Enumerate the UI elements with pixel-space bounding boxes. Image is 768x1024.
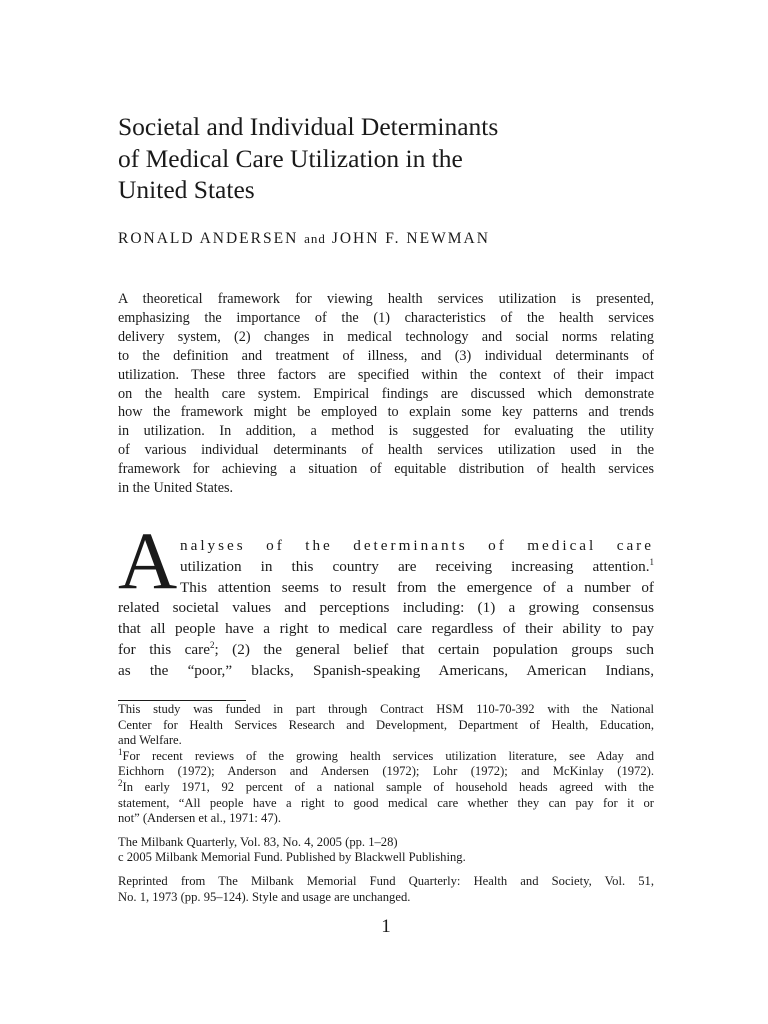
abstract-line: to the definition and treatment of illness, and (3) individual determinants of	[118, 347, 654, 364]
abstract-line: framework for achieving a situation of equitable distribution of health services	[118, 461, 654, 478]
title-line: Societal and Individual Determinants	[118, 112, 499, 141]
body-line: utilization in this country are receiving increasing attention.$^1$	[180, 556, 654, 575]
funding-note: This study was funded in part through Contract HSM 110-70-392 with the National Center for Health Services Research and Development, Department of Health, Education, and Welfare.	[118, 702, 654, 748]
abstract-line: on the health care system. Empirical findings are discussed which demonstrate	[118, 385, 654, 402]
abstract-line: delivery system, (2) changes in medical technology and social norms relating	[118, 328, 654, 345]
journal-citation: The Milbank Quarterly, Vol. 83, No. 4, 2005 (pp. 1–28) c 2005 Milbank Memorial Fund. Published by Blackwell Publishing.	[118, 835, 654, 866]
body-line: as the “poor,” blacks, Spanish-speaking Americans, American Indians,	[118, 661, 654, 679]
abstract-line: A theoretical framework for viewing health services utilization is presented,	[118, 291, 654, 307]
footnote-ref: 2	[209, 639, 215, 650]
abstract-line: emphasizing the importance of the (1) characteristics of the health services	[118, 309, 654, 326]
reprint-note: Reprinted from The Milbank Memorial Fund Quarterly: Health and Society, Vol. 51, No. 1, 1973 (pp. 95–124). Style and usage are unchanged.	[118, 873, 654, 904]
footnote-1: $^1$For recent reviews of the growing health services utilization literature, see Aday and Eichhorn (1972); Anderson and Andersen (1972); Lohr (1972); and McKinlay (1972).	[118, 746, 654, 779]
body-line: nalyses of the determinants of medical care	[180, 537, 654, 554]
footnote-mark: 2	[118, 777, 123, 788]
body-line: for this care$^2$; (2) the general belief that certain population groups such	[118, 639, 654, 658]
copyright-line: c 2005 Milbank Memorial Fund. Published by Blackwell Publishing.	[118, 850, 466, 865]
title-line: of Medical Care Utilization in the	[118, 143, 463, 173]
abstract-line: in utilization. In addition, a method is suggested for evaluating the utility	[118, 423, 654, 440]
footnote-mark: 1	[118, 746, 123, 757]
abstract-line: utilization. These three factors are specified within the context of their impact	[118, 366, 654, 383]
article-title	[118, 111, 654, 206]
body-line: related societal values and perceptions including: (1) a growing consensus	[118, 599, 654, 617]
body-line: This attention seems to result from the emergence of a number of	[180, 578, 654, 596]
footnotes	[118, 702, 654, 905]
author-second: JOHN F. NEWMAN	[331, 230, 490, 247]
drop-cap: A	[118, 515, 178, 606]
abstract	[118, 290, 654, 498]
footnote-divider	[118, 700, 246, 701]
body-line: that all people have a right to medical care regardless of their ability to pay	[118, 620, 654, 638]
author-line	[118, 230, 490, 248]
title-line: United States	[118, 175, 255, 204]
abstract-line: of various individual determinants of health services utilization used in the	[118, 442, 654, 459]
author-first: RONALD ANDERSEN	[118, 230, 299, 247]
author-conjunction: and	[304, 231, 326, 246]
footnote-ref: 1	[649, 556, 654, 567]
footnote-2: $^2$In early 1971, 92 percent of a national sample of household heads agreed with the statement, “All people have a right to good medical care whether they can pay for it or not” (Andersen et al., 1971: 47).	[118, 777, 654, 826]
page-number: 1	[381, 916, 391, 937]
abstract-line: in the United States.	[118, 480, 234, 497]
abstract-line: how the framework might be employed to explain some key patterns and trends	[118, 404, 654, 421]
body-paragraph	[118, 536, 654, 682]
